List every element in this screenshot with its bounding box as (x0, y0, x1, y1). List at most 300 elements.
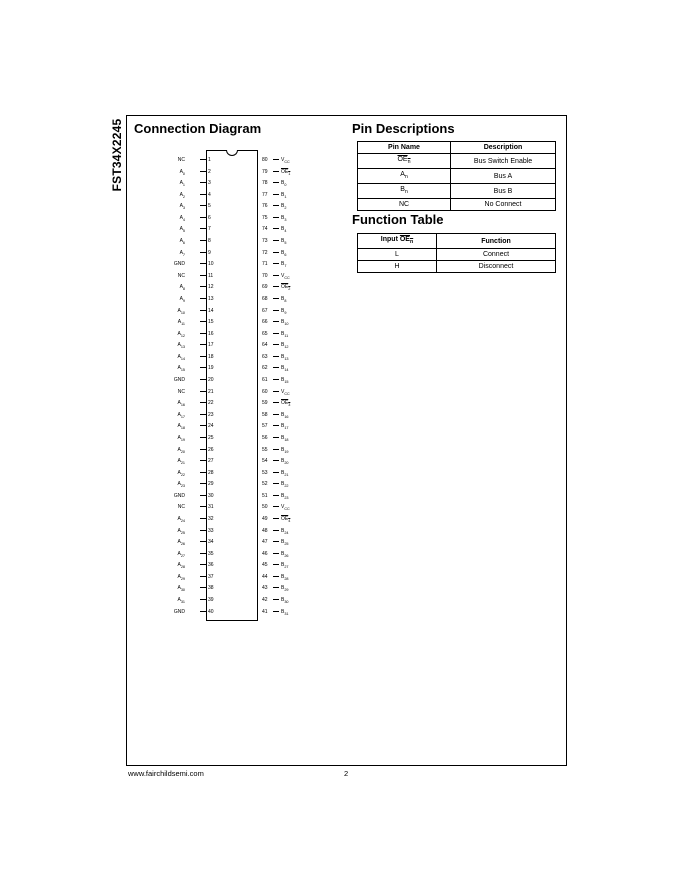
pin-number: 59 (262, 400, 268, 407)
pin-label: $A_{11}$ (177, 319, 185, 327)
table-row (358, 154, 556, 169)
pin-lead (200, 460, 206, 461)
function-table (357, 233, 556, 273)
pin-label: $A_{25}$ (177, 527, 185, 535)
pin-number: 16 (208, 330, 214, 337)
pin-right-76 (258, 201, 318, 211)
pin-number: 8 (208, 238, 211, 245)
input-cell: H (358, 261, 437, 273)
pin-number: 6 (208, 214, 211, 221)
pin-label: $A_{13}$ (177, 342, 185, 350)
pin-label: $A_{19}$ (177, 434, 185, 442)
pin-lead (273, 425, 279, 426)
pin-lead (200, 449, 206, 450)
pin-label: $V_{CC}$ (281, 388, 290, 396)
pin-right-58 (258, 410, 318, 420)
pin-label: $B_{28}$ (281, 573, 289, 581)
pin-label: $A_5$ (179, 226, 185, 234)
pin-label: $B_{17}$ (281, 423, 289, 431)
pin-descriptions-table (357, 141, 556, 211)
pin-lead (200, 252, 206, 253)
pin-label: $B_{10}$ (281, 319, 289, 327)
pin-left-14 (150, 306, 214, 316)
pin-label: GND (173, 261, 185, 268)
pin-number: 28 (208, 469, 214, 476)
pin-right-77 (258, 190, 318, 200)
pin-label: $A_6$ (179, 238, 185, 246)
pin-lead (200, 541, 206, 542)
pin-right-50 (258, 502, 318, 512)
pin-right-67 (258, 306, 318, 316)
pin-number: 19 (208, 365, 214, 372)
pin-number: 11 (208, 272, 214, 279)
pin-lead (273, 402, 279, 403)
pin-lead (200, 402, 206, 403)
pin-label: $B_{15}$ (281, 377, 289, 385)
pin-label: $OE_2$ (281, 284, 291, 292)
pin-left-36 (150, 560, 214, 570)
pin-left-26 (150, 445, 214, 455)
pin-name-cell (358, 169, 451, 184)
pin-left-13 (150, 294, 214, 304)
pin-lead (200, 391, 206, 392)
pin-number: 50 (262, 504, 268, 511)
pin-left-39 (150, 595, 214, 605)
pin-lead (273, 240, 279, 241)
pin-right-47 (258, 537, 318, 547)
pin-right-74 (258, 224, 318, 234)
pin-right-61 (258, 375, 318, 385)
pin-lead (200, 182, 206, 183)
pin-left-22 (150, 398, 214, 408)
pin-right-78 (258, 178, 318, 188)
pin-lead (273, 252, 279, 253)
pin-right-70 (258, 271, 318, 281)
pin-label: $B_{14}$ (281, 365, 289, 373)
pin-label: $A_{24}$ (177, 515, 185, 523)
pin-number: 57 (262, 423, 268, 430)
pin-label: NC (177, 504, 185, 511)
pin-number: 52 (262, 481, 268, 488)
pin-lead (200, 286, 206, 287)
pin-lead (200, 553, 206, 554)
pin-left-4 (150, 190, 211, 200)
pin-lead (200, 321, 206, 322)
pin-label: $V_{CC}$ (281, 272, 290, 280)
pin-lead (273, 182, 279, 183)
pin-right-79 (258, 167, 318, 177)
pin-right-42 (258, 595, 318, 605)
pin-number: 31 (208, 504, 214, 511)
pin-label: $V_{CC}$ (281, 157, 290, 164)
pin-lead (273, 356, 279, 357)
pin-lead (200, 275, 206, 276)
pin-number: 33 (208, 527, 214, 534)
pin-label: $A_{28}$ (177, 562, 185, 570)
pin-lead (200, 194, 206, 195)
pin-lead (200, 587, 206, 588)
pin-number: 69 (262, 284, 268, 291)
pin-name-an: $A_n$ (400, 171, 408, 180)
pin-label: $A_{10}$ (177, 307, 185, 315)
pin-label: $V_{CC}$ (281, 504, 290, 512)
pin-number: 68 (262, 295, 268, 302)
pin-number: 53 (262, 469, 268, 476)
pin-lead (200, 611, 206, 612)
pin-label: GND (173, 608, 185, 615)
pin-lead (200, 564, 206, 565)
pin-left-21 (150, 387, 214, 397)
pin-lead (200, 518, 206, 519)
pin-number: 67 (262, 307, 268, 314)
pin-lead (273, 275, 279, 276)
pin-label: $B_7$ (281, 261, 287, 269)
description-cell: Bus B (451, 184, 556, 199)
pin-number: 76 (262, 203, 268, 210)
pin-lead (200, 240, 206, 241)
pin-lead (200, 437, 206, 438)
pin-lead (273, 159, 279, 160)
pin-number: 58 (262, 411, 268, 418)
pin-label: $B_{16}$ (281, 411, 289, 419)
pin-right-73 (258, 236, 318, 246)
pin-number: 40 (208, 608, 214, 615)
pin-label: $A_{27}$ (177, 550, 185, 558)
pin-lead (273, 391, 279, 392)
pin-name-cell (358, 184, 451, 199)
pin-lead (273, 379, 279, 380)
pin-label: $A_{18}$ (177, 423, 185, 431)
pin-lead (273, 344, 279, 345)
pin-left-19 (150, 363, 214, 373)
pin-label: GND (173, 492, 185, 499)
pin-name-header: Pin Name (358, 142, 451, 154)
pin-label: GND (173, 377, 185, 384)
pin-number: 78 (262, 180, 268, 187)
pin-label: $B_4$ (281, 226, 287, 234)
pin-lead (273, 518, 279, 519)
pin-label: $A_{14}$ (177, 353, 185, 361)
pin-label: NC (177, 388, 185, 395)
pin-label: $B_{22}$ (281, 481, 289, 489)
pin-lead (273, 483, 279, 484)
pin-lead (200, 425, 206, 426)
table-row (358, 261, 556, 273)
pin-left-30 (150, 491, 214, 501)
pin-lead (273, 205, 279, 206)
pin-number: 15 (208, 319, 214, 326)
pin-lead (200, 263, 206, 264)
pin-label: $B_{23}$ (281, 492, 289, 500)
pin-lead (273, 506, 279, 507)
pin-number: 30 (208, 492, 214, 499)
pin-left-17 (150, 340, 214, 350)
pin-left-38 (150, 583, 214, 593)
pin-lead (200, 298, 206, 299)
pin-label: $B_6$ (281, 249, 287, 257)
pin-lead (273, 437, 279, 438)
pin-number: 17 (208, 342, 214, 349)
footer-page-number: 2 (344, 769, 349, 778)
pin-lead (200, 344, 206, 345)
pin-lead (273, 460, 279, 461)
pin-right-80 (258, 155, 318, 165)
pin-label: $B_{19}$ (281, 446, 289, 454)
pin-lead (200, 414, 206, 415)
pin-lead (273, 333, 279, 334)
pin-number: 77 (262, 191, 268, 198)
pin-right-52 (258, 479, 318, 489)
pin-right-63 (258, 352, 318, 362)
description-cell: No Connect (451, 199, 556, 211)
pin-lead (200, 599, 206, 600)
pin-label: $B_3$ (281, 214, 287, 222)
pin-left-7 (150, 224, 211, 234)
pin-number: 1 (208, 157, 211, 163)
pin-left-3 (150, 178, 211, 188)
footer-website[interactable]: www.fairchildsemi.com (128, 769, 204, 778)
pin-left-15 (150, 317, 214, 327)
description-header: Description (451, 142, 556, 154)
pin-lead (273, 495, 279, 496)
pin-label: $B_{13}$ (281, 353, 289, 361)
pin-left-34 (150, 537, 214, 547)
pin-lead (200, 506, 206, 507)
pin-label: $B_5$ (281, 238, 287, 246)
pin-number: 9 (208, 249, 211, 256)
pin-lead (200, 530, 206, 531)
pin-number: 48 (262, 527, 268, 534)
pin-number: 66 (262, 319, 268, 326)
description-cell: Bus Switch Enable (451, 154, 556, 169)
pin-label: $A_4$ (179, 214, 185, 222)
pin-label: $OE_4$ (281, 515, 291, 523)
pin-number: 47 (262, 539, 268, 546)
pin-label: $A_{21}$ (177, 458, 185, 466)
pin-lead (273, 611, 279, 612)
pin-lead (200, 367, 206, 368)
pin-number: 45 (262, 562, 268, 569)
pin-right-54 (258, 456, 318, 466)
table-header-row (358, 142, 556, 154)
function-table-title: Function Table (352, 212, 444, 227)
pin-label: $A_{22}$ (177, 469, 185, 477)
pin-label: $OE_1$ (281, 168, 291, 176)
pin-right-59 (258, 398, 318, 408)
pin-right-55 (258, 445, 318, 455)
pin-right-72 (258, 248, 318, 258)
pin-label: $B_{25}$ (281, 539, 289, 547)
pin-lead (200, 228, 206, 229)
pin-left-10 (150, 259, 214, 269)
pin-left-32 (150, 514, 214, 524)
pin-number: 2 (208, 168, 211, 175)
pin-right-53 (258, 468, 318, 478)
pin-label: $A_{16}$ (177, 400, 185, 408)
pin-lead (273, 414, 279, 415)
pin-number: 42 (262, 597, 268, 604)
pin-lead (273, 171, 279, 172)
pin-number: 43 (262, 585, 268, 592)
pin-lead (273, 530, 279, 531)
pin-number: 18 (208, 353, 214, 360)
pin-number: 23 (208, 411, 214, 418)
pin-lead (200, 576, 206, 577)
pin-label: $B_{24}$ (281, 527, 289, 535)
pin-label: $B_{20}$ (281, 458, 289, 466)
pin-right-71 (258, 259, 318, 269)
pin-left-2 (150, 167, 211, 177)
pin-number: 44 (262, 573, 268, 580)
pin-right-66 (258, 317, 318, 327)
pin-left-27 (150, 456, 214, 466)
function-cell: Connect (437, 249, 556, 261)
pin-number: 21 (208, 388, 214, 395)
pin-lead (273, 599, 279, 600)
pin-label: $A_0$ (179, 168, 185, 176)
pin-number: 37 (208, 573, 214, 580)
pin-left-40 (150, 607, 214, 617)
pin-label: $A_{20}$ (177, 446, 185, 454)
table-row (358, 169, 556, 184)
function-header: Function (437, 234, 556, 249)
pin-number: 5 (208, 203, 211, 210)
pin-number: 20 (208, 377, 214, 384)
pin-lead (273, 286, 279, 287)
pin-lead (273, 194, 279, 195)
pin-number: 4 (208, 191, 211, 198)
pin-right-64 (258, 340, 318, 350)
pin-label: $A_9$ (179, 295, 185, 303)
pin-lead (273, 587, 279, 588)
pin-number: 14 (208, 307, 214, 314)
pin-label: $B_{30}$ (281, 597, 289, 605)
pin-right-57 (258, 421, 318, 431)
pin-right-45 (258, 560, 318, 570)
pin-name-cell (358, 154, 451, 169)
pin-right-75 (258, 213, 318, 223)
pin-number: 7 (208, 226, 211, 233)
pin-label: $OE_3$ (281, 400, 291, 408)
pin-number: 75 (262, 214, 268, 221)
pin-label: $A_{30}$ (177, 585, 185, 593)
table-row (358, 199, 556, 211)
pin-label: $B_{21}$ (281, 469, 289, 477)
pin-label: $B_1$ (281, 191, 287, 199)
pin-number: 51 (262, 492, 268, 499)
pin-label: $A_{12}$ (177, 330, 185, 338)
pin-name-cell (358, 199, 451, 211)
pin-label: NC (177, 157, 185, 163)
pin-lead (273, 449, 279, 450)
pin-label: $A_8$ (179, 284, 185, 292)
pin-label: $A_{17}$ (177, 411, 185, 419)
pin-label: $A_7$ (179, 249, 185, 257)
table-row (358, 184, 556, 199)
pin-left-24 (150, 421, 214, 431)
pin-right-68 (258, 294, 318, 304)
pin-label: $A_{31}$ (177, 597, 185, 605)
pin-left-9 (150, 248, 211, 258)
pin1-notch (226, 150, 238, 156)
pin-number: 29 (208, 481, 214, 488)
table-row (358, 249, 556, 261)
pin-name-oe: $OE_n$ (397, 156, 411, 165)
pin-left-23 (150, 410, 214, 420)
pin-lead (273, 321, 279, 322)
pin-left-16 (150, 329, 214, 339)
pin-lead (200, 495, 206, 496)
pin-number: 74 (262, 226, 268, 233)
pin-right-69 (258, 282, 318, 292)
pin-number: 56 (262, 434, 268, 441)
pin-number: 54 (262, 458, 268, 465)
pin-number: 60 (262, 388, 268, 395)
pin-lead (273, 217, 279, 218)
pin-number: 71 (262, 261, 268, 268)
pin-number: 64 (262, 342, 268, 349)
pin-number: 36 (208, 562, 214, 569)
pin-lead (273, 367, 279, 368)
pin-left-35 (150, 549, 214, 559)
pin-lead (273, 263, 279, 264)
pin-number: 61 (262, 377, 268, 384)
pin-left-37 (150, 572, 214, 582)
pin-number: 70 (262, 272, 268, 279)
pin-right-43 (258, 583, 318, 593)
table-header-row (358, 234, 556, 249)
pin-number: 26 (208, 446, 214, 453)
pin-lead (200, 159, 206, 160)
pin-left-25 (150, 433, 214, 443)
pin-label: NC (177, 272, 185, 279)
pin-number: 72 (262, 249, 268, 256)
description-cell: Bus A (451, 169, 556, 184)
pin-right-56 (258, 433, 318, 443)
pin-lead (200, 171, 206, 172)
pin-label: $B_{11}$ (281, 330, 289, 338)
pin-lead (200, 379, 206, 380)
pin-lead (273, 310, 279, 311)
pin-number: 39 (208, 597, 214, 604)
pin-label: $B_{18}$ (281, 434, 289, 442)
pin-lead (200, 205, 206, 206)
pin-right-46 (258, 549, 318, 559)
pin-lead (273, 541, 279, 542)
pin-number: 79 (262, 168, 268, 175)
pin-name-bn: $B_n$ (400, 186, 408, 195)
pin-number: 34 (208, 539, 214, 546)
pin-left-20 (150, 375, 214, 385)
pin-lead (200, 333, 206, 334)
pin-label: $B_{27}$ (281, 562, 289, 570)
pin-number: 49 (262, 515, 268, 522)
pin-left-6 (150, 213, 211, 223)
pin-number: 3 (208, 180, 211, 187)
pin-name-nc: NC (398, 201, 410, 208)
pin-number: 25 (208, 434, 214, 441)
pin-right-60 (258, 387, 318, 397)
pin-number: 41 (262, 608, 268, 615)
pin-number: 63 (262, 353, 268, 360)
pin-left-28 (150, 468, 214, 478)
pin-lead (273, 553, 279, 554)
pin-left-11 (150, 271, 214, 281)
pin-number: 62 (262, 365, 268, 372)
pin-left-5 (150, 201, 211, 211)
pin-left-1 (150, 155, 211, 165)
pin-right-41 (258, 607, 318, 617)
